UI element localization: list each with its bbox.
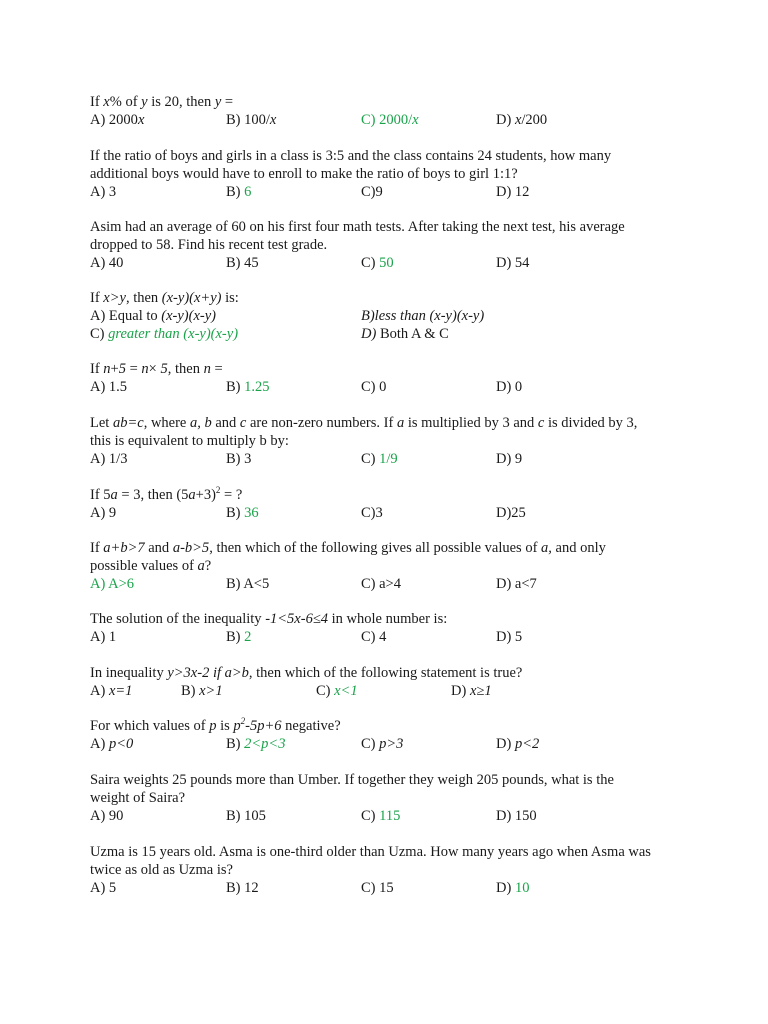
- option-c: [361, 575, 401, 593]
- option-a: [90, 628, 116, 646]
- option-b: [361, 307, 484, 325]
- option-a: [90, 254, 123, 272]
- answer-options: [90, 450, 690, 468]
- question-12: [90, 771, 690, 825]
- question-7: [90, 486, 690, 522]
- superscript: 2: [215, 485, 221, 495]
- question-stem: [90, 218, 690, 236]
- text-segment: a: [197, 558, 205, 574]
- text-segment: ×: [148, 361, 161, 377]
- option-a: [90, 111, 144, 129]
- option-a: [90, 450, 127, 468]
- question-stem: [90, 789, 690, 807]
- text-segment: x: [137, 112, 145, 128]
- text-segment: B) 100/: [226, 112, 270, 128]
- option-b: [226, 254, 259, 272]
- option-c: [361, 450, 398, 468]
- answer-options: [90, 111, 690, 129]
- text-segment: D) 9: [496, 451, 523, 467]
- option-d: [361, 325, 449, 343]
- text-segment: Asim had an average of 60 on his first four math tests. After taking the next test, his average: [90, 219, 625, 235]
- text-segment: n: [141, 361, 149, 377]
- correct-answer-text: A) A>6: [90, 576, 135, 592]
- answer-options: [90, 735, 690, 753]
- question-stem: [90, 289, 690, 307]
- text-segment: In inequality: [90, 665, 168, 681]
- correct-answer-text: 10: [514, 880, 530, 896]
- text-segment: is:: [221, 290, 239, 306]
- text-segment: D) 12: [496, 184, 530, 200]
- answer-options: [90, 807, 690, 825]
- text-segment: (x-y)(x+y): [161, 290, 222, 306]
- text-segment: this is equivalent to multiply b by:: [90, 433, 289, 449]
- text-segment: D) 5: [496, 629, 523, 645]
- option-c: [361, 879, 394, 897]
- text-segment: C): [361, 255, 380, 271]
- question-stem: [90, 432, 690, 450]
- question-8: [90, 539, 690, 593]
- text-segment: D): [361, 326, 377, 342]
- option-b: [226, 879, 259, 897]
- text-segment: A) Equal to: [90, 308, 162, 324]
- text-segment: C) 4: [361, 629, 387, 645]
- text-segment: possible values of: [90, 558, 198, 574]
- text-segment: B) A<5: [226, 576, 270, 592]
- text-segment: = ?: [220, 487, 243, 503]
- text-segment: a,: [541, 540, 552, 556]
- question-stem: [90, 717, 690, 735]
- text-segment: x>y: [103, 290, 126, 306]
- option-b: [226, 450, 251, 468]
- option-d: [496, 735, 539, 753]
- correct-answer-text: 2<p<3: [244, 736, 286, 752]
- option-c: [361, 735, 403, 753]
- option-d: [496, 254, 529, 272]
- question-stem: [90, 360, 690, 378]
- text-segment: +3): [195, 487, 216, 503]
- question-stem: [90, 843, 690, 861]
- text-segment: 5: [118, 361, 126, 377]
- correct-answer-text: 50: [379, 255, 394, 271]
- question-11: [90, 717, 690, 753]
- question-10: [90, 664, 690, 700]
- question-4: [90, 289, 690, 343]
- text-segment: x: [514, 112, 522, 128]
- question-stem: [90, 771, 690, 789]
- text-segment: C): [361, 808, 380, 824]
- question-stem: [90, 147, 690, 165]
- text-segment: and only: [551, 540, 606, 556]
- option-a: [90, 307, 216, 325]
- answer-options: [90, 682, 690, 700]
- option-b: [226, 378, 270, 396]
- text-segment: C): [361, 451, 380, 467]
- text-segment: B) 3: [226, 451, 252, 467]
- option-b: [181, 682, 223, 700]
- question-stem: [90, 486, 690, 504]
- correct-answer-text: x: [412, 112, 419, 128]
- text-segment: y: [141, 94, 148, 110]
- text-segment: D): [496, 736, 515, 752]
- text-segment: C): [361, 736, 380, 752]
- text-segment: B): [226, 184, 245, 200]
- correct-answer-text: 6: [244, 184, 252, 200]
- text-segment: x: [103, 94, 110, 110]
- option-d: [496, 504, 526, 522]
- question-9: [90, 610, 690, 646]
- text-segment: =: [210, 361, 223, 377]
- question-1: [90, 93, 690, 129]
- option-a: [90, 378, 127, 396]
- question-stem: [90, 165, 690, 183]
- text-segment: additional boys would have to enroll to make the ratio of boys to girl 1:1?: [90, 166, 518, 182]
- question-stem: [90, 539, 690, 557]
- answer-options: [90, 575, 690, 593]
- question-6: [90, 414, 690, 468]
- answer-options: [90, 307, 690, 325]
- text-segment: B): [181, 683, 200, 699]
- text-segment: D) 150: [496, 808, 537, 824]
- question-5: [90, 360, 690, 396]
- text-segment: D) 54: [496, 255, 530, 271]
- question-stem: [90, 236, 690, 254]
- option-d: [496, 450, 522, 468]
- option-a: [90, 575, 134, 593]
- correct-answer-text: greater than (x-y)(x-y): [108, 326, 239, 342]
- option-c: [361, 111, 419, 129]
- text-segment: Saira weights 25 pounds more than Umber. If together they weigh 205 pounds, what is the: [90, 772, 614, 788]
- text-segment: -1<5x-6≤4: [265, 611, 329, 627]
- text-segment: B): [226, 379, 245, 395]
- text-segment: C) 15: [361, 880, 394, 896]
- correct-answer-text: 115: [379, 808, 401, 824]
- option-c: [90, 325, 238, 343]
- text-segment: p<2: [514, 736, 540, 752]
- option-b: [226, 807, 266, 825]
- text-segment: is multiplied by 3 and: [404, 415, 538, 431]
- question-stem: [90, 414, 690, 432]
- text-segment: a: [396, 415, 405, 431]
- question-stem: [90, 861, 690, 879]
- option-a: [90, 735, 133, 753]
- text-segment: C): [90, 326, 109, 342]
- text-segment: is 20, then: [147, 94, 215, 110]
- option-c: [316, 682, 358, 700]
- text-segment: If: [90, 290, 104, 306]
- text-segment: B) 12: [226, 880, 259, 896]
- text-segment: C) 0: [361, 379, 387, 395]
- question-stem: [90, 557, 690, 575]
- option-a: [90, 807, 123, 825]
- text-segment: +: [110, 361, 119, 377]
- question-2: [90, 147, 690, 201]
- correct-answer-text: 1.25: [244, 379, 270, 395]
- text-segment: If: [90, 540, 104, 556]
- answer-options: [90, 378, 690, 396]
- question-3: [90, 218, 690, 272]
- text-segment: a, b: [189, 415, 212, 431]
- answer-options: [90, 504, 690, 522]
- text-segment: Uzma is 15 years old. Asma is one-third older than Uzma. How many years ago when Asma was: [90, 844, 651, 860]
- text-segment: y>3x-2 if a>b: [167, 665, 249, 681]
- text-segment: a+b>7: [103, 540, 145, 556]
- text-segment: B): [226, 505, 245, 521]
- text-segment: dropped to 58. Find his recent test grade.: [90, 237, 328, 253]
- text-segment: D): [496, 112, 515, 128]
- text-segment: ?: [204, 558, 212, 574]
- text-segment: , then which of the following statement is true?: [248, 665, 523, 681]
- text-segment: A) 1/3: [90, 451, 128, 467]
- text-segment: x≥1: [469, 683, 492, 699]
- option-d: [496, 378, 522, 396]
- text-segment: Let: [90, 415, 113, 431]
- text-segment: is divided by 3,: [544, 415, 638, 431]
- text-segment: = 3, then (5: [117, 487, 189, 503]
- option-c: [361, 378, 386, 396]
- correct-answer-text: 2: [244, 629, 252, 645]
- text-segment: p<0: [108, 736, 134, 752]
- text-segment: (x-y)(x-y): [161, 308, 216, 324]
- text-segment: The solution of the inequality: [90, 611, 266, 627]
- text-segment: D) 0: [496, 379, 523, 395]
- text-segment: 5: [160, 361, 168, 377]
- text-segment: A) 90: [90, 808, 124, 824]
- option-b: [226, 111, 276, 129]
- text-segment: =: [125, 361, 142, 377]
- text-segment: B)less than (x-y)(x-y): [361, 308, 485, 324]
- text-segment: , where: [143, 415, 190, 431]
- option-b: [226, 504, 259, 522]
- option-b: [226, 628, 251, 646]
- text-segment: -5p+6: [245, 718, 282, 734]
- text-segment: a: [110, 487, 118, 503]
- text-segment: and: [144, 540, 173, 556]
- answer-options: [90, 879, 690, 897]
- option-d: [496, 183, 529, 201]
- text-segment: For which values of: [90, 718, 210, 734]
- text-segment: % of: [109, 94, 142, 110]
- text-segment: and: [211, 415, 240, 431]
- answer-options: [90, 325, 690, 343]
- option-c: [361, 504, 383, 522]
- text-segment: B): [226, 629, 245, 645]
- text-segment: If the ratio of boys and girls in a class is 3:5 and the class contains 24 students, how many: [90, 148, 612, 164]
- option-c: [361, 807, 400, 825]
- answer-options: [90, 628, 690, 646]
- text-segment: A) 9: [90, 505, 117, 521]
- question-stem: [90, 610, 690, 628]
- text-segment: B): [226, 736, 245, 752]
- text-segment: n: [203, 361, 211, 377]
- text-segment: y: [214, 94, 222, 110]
- text-segment: C): [316, 683, 335, 699]
- text-segment: x: [269, 112, 277, 128]
- text-segment: A): [90, 736, 109, 752]
- text-segment: , then which of the following gives all possible values of: [209, 540, 542, 556]
- question-stem: [90, 93, 690, 111]
- answer-options: [90, 254, 690, 272]
- question-13: [90, 843, 690, 897]
- text-segment: c: [537, 415, 545, 431]
- text-segment: If 5: [90, 487, 111, 503]
- text-segment: is: [216, 718, 234, 734]
- option-a: [90, 504, 116, 522]
- option-c: [361, 628, 386, 646]
- option-a: [90, 879, 116, 897]
- text-segment: p>3: [379, 736, 404, 752]
- question-stem: [90, 664, 690, 682]
- text-segment: p: [233, 718, 241, 734]
- text-segment: D): [496, 880, 515, 896]
- text-segment: =: [221, 94, 234, 110]
- option-d: [496, 807, 537, 825]
- correct-answer-text: 36: [244, 505, 259, 521]
- text-segment: negative?: [281, 718, 341, 734]
- text-segment: D): [451, 683, 470, 699]
- text-segment: x>1: [199, 683, 223, 699]
- text-segment: a-b>5: [172, 540, 210, 556]
- text-segment: D) a<7: [496, 576, 537, 592]
- text-segment: , then: [125, 290, 162, 306]
- text-segment: are non-zero numbers. If: [246, 415, 397, 431]
- text-segment: B) 45: [226, 255, 259, 271]
- text-segment: A) 40: [90, 255, 124, 271]
- option-c: [361, 254, 394, 272]
- option-a: [90, 682, 132, 700]
- text-segment: C)9: [361, 184, 383, 200]
- superscript: 2: [240, 716, 246, 726]
- text-segment: n: [103, 361, 111, 377]
- text-segment: , then: [167, 361, 204, 377]
- text-segment: twice as old as Uzma is?: [90, 862, 233, 878]
- text-segment: If: [90, 361, 104, 377]
- text-segment: ab=c: [112, 415, 144, 431]
- option-d: [451, 682, 492, 700]
- option-d: [496, 879, 529, 897]
- text-segment: a: [188, 487, 196, 503]
- text-segment: C)3: [361, 505, 383, 521]
- text-segment: Both A & C: [376, 326, 449, 342]
- text-segment: D)25: [496, 505, 526, 521]
- option-d: [496, 575, 537, 593]
- text-segment: /200: [521, 112, 548, 128]
- text-segment: in whole number is:: [328, 611, 448, 627]
- text-segment: B) 105: [226, 808, 266, 824]
- correct-answer-text: x<1: [334, 683, 358, 699]
- text-segment: c: [239, 415, 247, 431]
- option-b: [226, 575, 269, 593]
- option-b: [226, 735, 285, 753]
- text-segment: A) 1: [90, 629, 117, 645]
- option-a: [90, 183, 116, 201]
- text-segment: A) 2000: [90, 112, 138, 128]
- text-segment: p: [209, 718, 217, 734]
- correct-answer-text: 1/9: [379, 451, 398, 467]
- text-segment: A): [90, 683, 109, 699]
- option-d: [496, 628, 522, 646]
- text-segment: A) 3: [90, 184, 117, 200]
- text-segment: A) 5: [90, 880, 117, 896]
- answer-options: [90, 183, 690, 201]
- option-d: [496, 111, 547, 129]
- option-b: [226, 183, 251, 201]
- text-segment: weight of Saira?: [90, 790, 186, 806]
- text-segment: C) a>4: [361, 576, 401, 592]
- option-c: [361, 183, 383, 201]
- text-segment: x=1: [108, 683, 133, 699]
- text-segment: A) 1.5: [90, 379, 128, 395]
- text-segment: If: [90, 94, 104, 110]
- correct-answer-text: C) 2000/: [361, 112, 413, 128]
